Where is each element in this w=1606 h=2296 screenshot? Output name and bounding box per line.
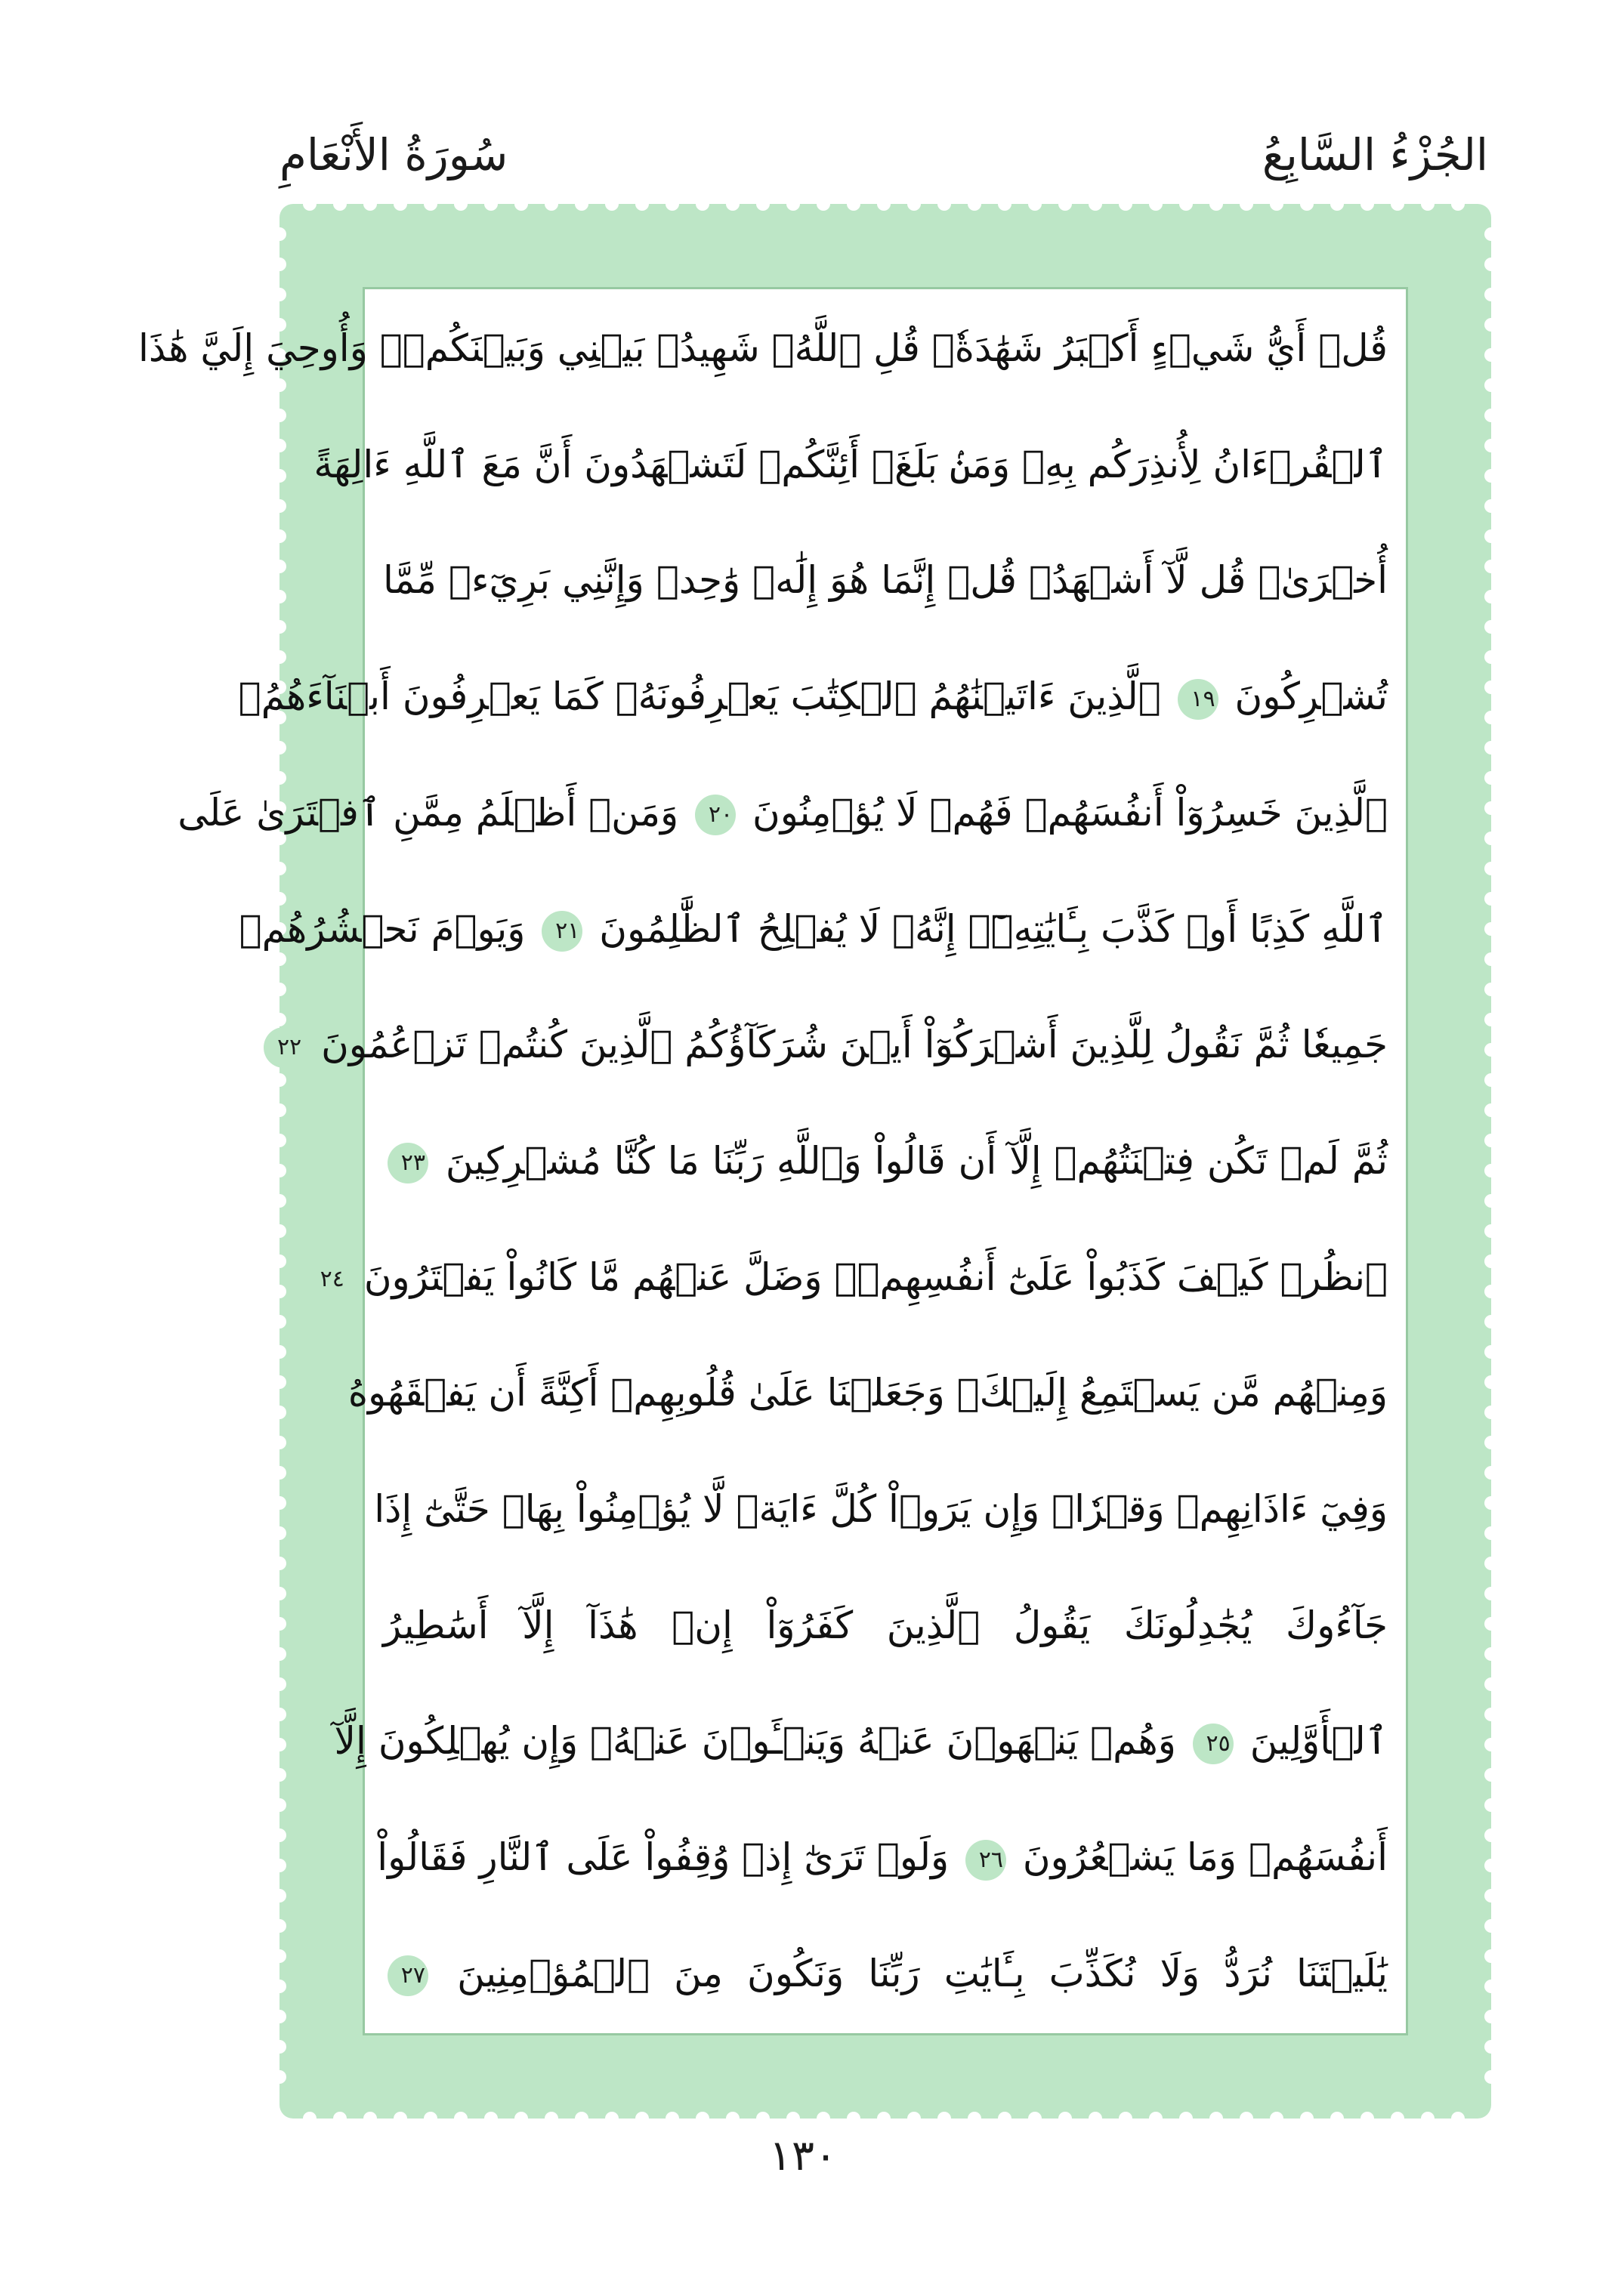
verse-line [320,1226,1388,1329]
scallop-notch [273,499,286,513]
scallop-notch [273,227,286,241]
scallop-notch [273,469,286,483]
scallop-notch [1484,378,1498,392]
scallop-notch [1484,1375,1498,1389]
scallop-notch [1484,1859,1498,1872]
scallop-notch [1484,1889,1498,1903]
scallop-notch [937,197,951,211]
verse-text: تُشۡرِكُونَ [1234,674,1388,719]
scallop-notch [273,560,286,573]
scallop-notch [273,1677,286,1691]
verse-text: ٱلۡأَوَّلِينَ [1249,1719,1388,1764]
verse-text: أَنفُسَهُمۡ وَمَا يَشۡعُرُونَ [1022,1835,1388,1880]
scallop-notch [1209,197,1223,211]
scallop-notch [1484,741,1498,755]
scallop-notch [1484,832,1498,845]
ayah-number-marker: ١٩ [1178,679,1218,720]
scallop-notch [696,197,709,211]
page-header [280,113,1488,196]
scallop-notch [273,1315,286,1329]
scallop-notch [273,2040,286,2054]
scallop-notch [273,1919,286,1933]
scallop-notch [1484,1406,1498,1419]
scallop-notch [273,1103,286,1117]
scallop-notch [1484,1194,1498,1208]
verse-line [276,993,1388,1097]
scallop-notch [1484,1617,1498,1631]
scallop-notch [514,197,528,211]
scallop-notch [1484,680,1498,694]
scallop-notch [1484,1708,1498,1721]
scallop-notch [545,197,558,211]
verse-lines [137,297,1388,2026]
scallop-notch [575,197,588,211]
scallop-notch [1484,409,1498,422]
scallop-notch [1484,1738,1498,1751]
verse-text: قُلۡ أَيُّ شَيۡءٍ أَكۡبَرُ شَهَٰدَةٗۖ قُلِ ٱللَّهُۖ شَهِيدُۢ بَيۡنِي وَبَيۡنَكُمۡۚ وَأُوحِيَ إِلَيَّ هَٰذَا [137,326,1388,370]
verse-text: ٱلَّذِينَ ءَاتَيۡنَٰهُمُ ٱلۡكِتَٰبَ يَعۡرِفُونَهُۥ كَمَا يَعۡرِفُونَ أَبۡنَآءَهُمُۘ [238,674,1161,719]
scallop-notch [1484,1285,1498,1298]
verse-line [313,413,1388,517]
scallop-notch [273,1617,286,1631]
scallop-notch [1484,1466,1498,1480]
scallop-notch [1270,197,1283,211]
scallop-notch [1421,197,1435,211]
scallop-notch [1484,1587,1498,1600]
scallop-notch [1484,590,1498,603]
scallop-notch [273,1557,286,1570]
scallop-notch [1484,1557,1498,1570]
scallop-notch [273,1708,286,1721]
text-panel [137,287,1408,2035]
verse-line [383,529,1388,632]
juz-title: الجُزْءُ السَّابِعُ [1262,129,1488,181]
scallop-notch [1484,1043,1498,1057]
scallop-notch [273,1738,286,1751]
scallop-notch [273,1345,286,1359]
scallop-notch [1484,1798,1498,1812]
scallop-notch [1028,197,1042,211]
scallop-notch [273,590,286,603]
verse-text: وَمِنۡهُم مَّن يَسۡتَمِعُ إِلَيۡكَۖ وَجَعَلۡنَا عَلَىٰ قُلُوبِهِمۡ أَكِنَّةً أَن يَفۡقَهُوهُ [347,1371,1388,1415]
verse-text: ٱلۡقُرۡءَانُ لِأُنذِرَكُم بِهِۦ وَمَنۢ بَلَغَۚ أَئِنَّكُمۡ لَتَشۡهَدُونَ أَنَّ مَعَ ٱللَّهِ ءَالِهَةً [313,442,1388,486]
verse-text: وَلَوۡ تَرَىٰٓ إِذۡ وُقِفُواْ عَلَى ٱلنَّارِ فَقَالُواْ [377,1835,950,1880]
verse-text: ٱنظُرۡ كَيۡفَ كَذَبُواْ عَلَىٰٓ أَنفُسِهِمۡۚ وَضَلَّ عَنۡهُم مَّا كَانُواْ يَفۡتَرُونَ [363,1254,1388,1299]
scallop-notch [1484,348,1498,362]
verse-text: وَمَنۡ أَظۡلَمُ مِمَّنِ ٱفۡتَرَىٰ عَلَى [178,790,679,835]
verse-line [374,1458,1388,1561]
verse-line [334,1690,1388,1793]
scallop-notch [273,409,286,422]
scallop-notch [454,197,468,211]
scallop-notch [1484,227,1498,241]
scallop-notch [394,197,407,211]
verse-text: أُخۡرَىٰۚ قُل لَّآ أَشۡهَدُۚ قُلۡ إِنَّمَا هُوَ إِلَٰهٞ وَٰحِدٞ وَإِنَّنِي بَرِيٓءٞ مِّمَّا [383,558,1388,603]
scallop-notch [273,1859,286,1872]
scallop-notch [273,1889,286,1903]
scallop-notch [1484,1164,1498,1177]
scallop-notch [1484,620,1498,634]
verse-line [238,645,1388,748]
scallop-notch [1484,711,1498,724]
scallop-notch [1484,1345,1498,1359]
verse-line [239,878,1388,981]
scallop-notch [1484,439,1498,452]
scallop-notch [968,197,981,211]
verse-text: يَٰلَيۡتَنَا نُرَدُّ وَلَا نُكَذِّبَ بِـَٔايَٰتِ رَبِّنَا وَنَكُونَ مِنَ ٱلۡمُؤۡمِنِينَ [457,1951,1388,1995]
scallop-notch [1484,1647,1498,1661]
scallop-notch [1484,1919,1498,1933]
scallop-notch [1240,197,1253,211]
ayah-number-marker: ٢٥ [1193,1724,1234,1764]
scallop-notch [666,197,679,211]
scallop-notch [273,1436,286,1449]
scallop-notch [1330,197,1344,211]
scallop-notch [1484,2010,1498,2023]
scallop-notch [273,2070,286,2084]
scallop-notch [756,197,770,211]
ayah-number-marker: ٢٣ [388,1143,428,1183]
verse-text: جَآءُوكَ يُجَٰدِلُونَكَ يَقُولُ ٱلَّذِينَ كَفَرُوٓاْ إِنۡ هَٰذَآ إِلَّآ أَسَٰطِيرُ [383,1603,1388,1647]
scallop-notch [273,1194,286,1208]
ayah-number-marker: ٢٠ [695,795,736,835]
scallop-notch [1119,197,1132,211]
scallop-notch [273,1526,286,1540]
ayah-number-marker: ٢١ [542,911,582,952]
ayah-number-marker: ٢٢ [264,1027,304,1068]
scallop-notch [635,197,649,211]
scallop-notch [273,529,286,543]
scallop-notch [1484,1103,1498,1117]
scallop-notch [877,197,891,211]
scallop-notch [1484,529,1498,543]
scallop-notch [1484,862,1498,875]
verse-text: ثُمَّ لَمۡ تَكُن فِتۡنَتُهُمۡ إِلَّآ أَن قَالُواْ وَٱللَّهِ رَبِّنَا مَا كُنَّا مُشۡرِكِينَ [445,1138,1388,1183]
scallop-notch [1484,1828,1498,1842]
scallop-notch [1484,318,1498,332]
scallop-notch [726,197,740,211]
scallop-notch [1451,197,1465,211]
scallop-notch [333,197,347,211]
scallop-notch [1484,1768,1498,1782]
scallop-notch [1484,499,1498,513]
scallop-notch [273,1254,286,1268]
scallop-notch [273,1375,286,1389]
scallop-notch [273,620,286,634]
scallop-notch [273,1980,286,1993]
scallop-notch [1300,197,1314,211]
page-number: ١٣٠ [768,2131,838,2180]
verse-text: جَمِيعٗا ثُمَّ نَقُولُ لِلَّذِينَ أَشۡرَكُوٓاْ أَيۡنَ شُرَكَآؤُكُمُ ٱلَّذِينَ كُنتُمۡ تَزۡعُمُونَ [321,1023,1388,1067]
scallop-notch [1484,952,1498,966]
verse-line [383,1574,1388,1677]
scallop-notch [998,197,1011,211]
scallop-notch [273,1164,286,1177]
scallop-notch [1484,1980,1498,1993]
scallop-notch [484,197,498,211]
verse-text: ٱلَّذِينَ خَسِرُوٓاْ أَنفُسَهُمۡ فَهُمۡ لَا يُؤۡمِنُونَ [752,790,1388,835]
scallop-notch [273,439,286,452]
scallop-notch [847,197,860,211]
scallop-notch [1179,197,1193,211]
ayah-number-marker: ٢٤ [307,1259,347,1300]
scallop-notch [273,1496,286,1510]
scallop-notch [363,197,377,211]
scallop-notch [1484,1949,1498,1963]
verse-line [383,1922,1388,2026]
scallop-notch [1484,771,1498,785]
scallop-notch [1484,1224,1498,1238]
verse-line [178,761,1388,865]
scallop-notch [424,197,437,211]
scallop-notch [1484,1315,1498,1329]
verse-line [347,1341,1388,1445]
scallop-notch [1484,560,1498,573]
ayah-number-marker: ٢٧ [388,1955,428,1996]
scallop-notch [1484,1254,1498,1268]
scallop-notch [1484,288,1498,301]
scallop-notch [1058,197,1072,211]
scallop-notch [1484,1526,1498,1540]
scallop-notch [273,1828,286,1842]
scallop-notch [1484,1013,1498,1026]
verse-text: وَيَوۡمَ نَحۡشُرُهُمۡ [239,906,526,951]
verse-line [383,1109,1388,1213]
scallop-notch [303,197,317,211]
scallop-notch [605,197,619,211]
scallop-notch [1484,650,1498,664]
scallop-notch [273,258,286,271]
scallop-notch [273,1285,286,1298]
surah-title: سُورَةُ الأَنْعَامِ [280,129,508,181]
scallop-notch [1484,1073,1498,1087]
scallop-notch [273,1224,286,1238]
scallop-notch [1484,1677,1498,1691]
scallop-notch [1089,197,1102,211]
scallop-notch [1484,2070,1498,2084]
scallop-notch [273,1949,286,1963]
scallop-notch [1484,469,1498,483]
scallop-notch [1360,197,1374,211]
scallop-notch [273,1406,286,1419]
verse-text: وَهُمۡ يَنۡهَوۡنَ عَنۡهُ وَيَنۡـَٔوۡنَ عَنۡهُۖ وَإِن يُهۡلِكُونَ إِلَّآ [334,1719,1176,1764]
scallop-notch [1484,2040,1498,2054]
scallop-notch [1484,1436,1498,1449]
ornamental-frame [137,204,1491,2119]
scallop-notch [1484,1134,1498,1147]
scallop-notch [273,1587,286,1600]
ayah-number-marker: ٢٦ [965,1840,1006,1881]
scallop-notch [786,197,800,211]
verse-text: وَفِيٓ ءَاذَانِهِمۡ وَقۡرٗاۚ وَإِن يَرَوۡاْ كُلَّ ءَايَةٖ لَّا يُؤۡمِنُواْ بِهَاۖ حَتَّىٰٓ إِذَا [374,1487,1388,1532]
scallop-notch [1484,258,1498,271]
scallop-notch [1484,922,1498,936]
scallop-notch [273,1798,286,1812]
verse-line [377,1806,1388,1909]
scallop-notch [273,1647,286,1661]
scallop-notch [273,2010,286,2023]
scallop-notch [1484,1496,1498,1510]
scallop-notch [817,197,830,211]
scallop-notch [273,1134,286,1147]
scallop-notch [1484,892,1498,906]
scallop-notch [1484,983,1498,996]
scallop-notch [273,1768,286,1782]
scallop-notch [1149,197,1163,211]
scallop-notch [1391,197,1404,211]
verse-line [137,297,1388,400]
scallop-notch [907,197,921,211]
scallop-notch [1484,801,1498,815]
verse-text: ٱللَّهِ كَذِبًا أَوۡ كَذَّبَ بِـَٔايَٰتِهِۦٓۚ إِنَّهُۥ لَا يُفۡلِحُ ٱلظَّٰلِمُونَ [599,906,1388,951]
scallop-notch [273,1466,286,1480]
